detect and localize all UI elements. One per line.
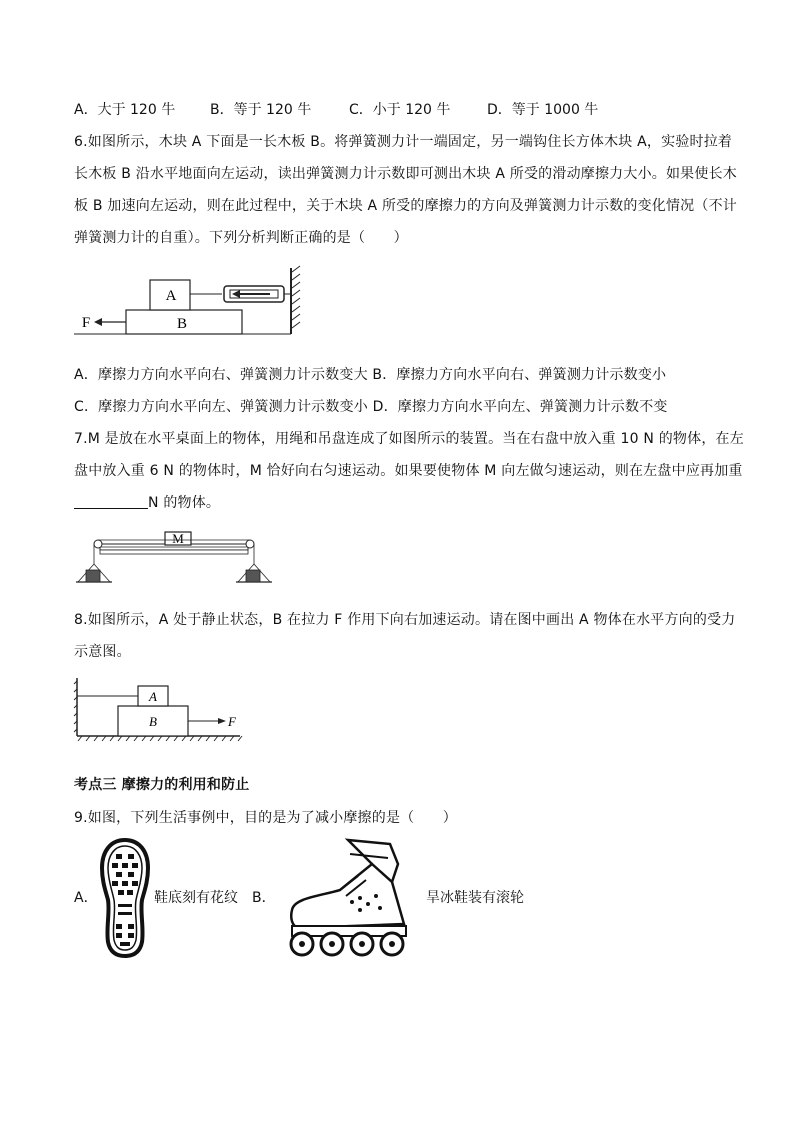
q9-option-b-text: 旱冰鞋装有滚轮 <box>426 890 524 906</box>
label-m: M <box>172 531 184 546</box>
label-f: F <box>81 315 91 331</box>
label-a: A <box>165 288 177 304</box>
q6-stem-line-3: 板 B 加速向左运动，则在此过程中，关于木块 A 所受的摩擦力的方向及弹簧测力计示数的变化情况（不计 <box>74 198 737 214</box>
q6-stem-line-2: 长木板 B 沿水平地面向左运动，读出弹簧测力计示数即可测出木块 A 所受的滑动摩擦力大小。如果使长木 <box>74 166 737 182</box>
q8-figure <box>74 674 254 744</box>
q8-stem-line-1: 8.如图所示，A 处于静止状态，B 在拉力 F 作用下向右加速运动。请在图中画出 A 物体在水平方向的受力 <box>74 612 736 628</box>
label-b: B <box>176 316 188 332</box>
left-weight <box>86 570 100 582</box>
q7-stem-line-3 <box>74 493 220 513</box>
shoe-sole-image <box>98 838 152 958</box>
label-f: F <box>228 714 236 729</box>
q5-option-d: D．等于 1000 牛 <box>487 102 599 118</box>
section-heading: 考点三 摩擦力的利用和防止 <box>74 777 250 793</box>
q5-option-b: B．等于 120 牛 <box>210 102 312 118</box>
q9-stem: 9.如图，下列生活事例中，目的是为了减小摩擦的是（ ） <box>74 810 457 826</box>
label-b: B <box>149 714 157 729</box>
q6-options-line-1: A．摩擦力方向水平向右、弹簧测力计示数变大 B．摩擦力方向水平向右、弹簧测力计示数变小 <box>74 367 667 383</box>
inline-skate-image <box>280 836 420 962</box>
q5-option-c: C．小于 120 牛 <box>349 102 451 118</box>
q6-options-line-2: C．摩擦力方向水平向左、弹簧测力计示数变小 D．摩擦力方向水平向左、弹簧测力计示数不变 <box>74 399 668 415</box>
q6-stem-line-4: 弹簧测力计的自重）。下列分析判断正确的是（ ） <box>74 230 408 246</box>
q7-blank-suffix: N 的物体。 <box>148 495 221 511</box>
q8-stem-line-2: 示意图。 <box>74 644 131 660</box>
q9-option-b-letter: B． <box>252 890 276 906</box>
q9-option-a-text: 鞋底刻有花纹 <box>154 890 238 906</box>
q5-option-a: A．大于 120 牛 <box>74 102 176 118</box>
q6-stem-line-1: 6.如图所示，木块 A 下面是一长木板 B。将弹簧测力计一端固定，另一端钩住长方体木块 A，实验时拉着 <box>74 134 733 150</box>
q7-stem-line-2: 盘中放入重 6 N 的物体时，M 恰好向右匀速运动。如果要使物体 M 向左做匀速运动，则在左盘中应再加重 <box>74 463 743 479</box>
q7-figure <box>74 528 274 596</box>
q9-option-a-letter: A． <box>74 890 98 906</box>
label-a: A <box>149 689 157 704</box>
answer-blank[interactable] <box>74 494 148 509</box>
q6-figure <box>74 262 314 344</box>
q7-stem-line-1: 7.M 是放在水平桌面上的物体，用绳和吊盘连成了如图所示的装置。当在右盘中放入重 10 N 的物体，在左 <box>74 431 744 447</box>
right-weight <box>246 570 260 582</box>
